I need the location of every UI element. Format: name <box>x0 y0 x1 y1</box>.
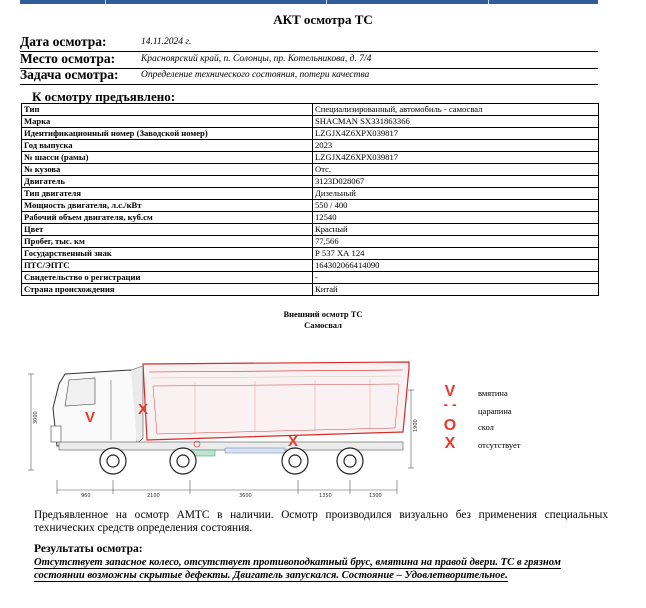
underline <box>20 84 598 85</box>
vehicle-info-table <box>21 103 599 296</box>
table-key: Двигатель <box>22 176 313 188</box>
damage-mark-missing: X <box>138 401 149 418</box>
missing-symbol-icon: X <box>444 435 456 452</box>
table-value: 550 / 400 <box>313 200 599 212</box>
dim-height-label: 1900 <box>413 419 419 432</box>
table-row <box>22 224 599 236</box>
table-key: Пробег, тыс. км <box>22 236 313 248</box>
header-divider <box>488 0 489 4</box>
table-row <box>22 284 599 296</box>
table-row <box>22 116 599 128</box>
table-key: Рабочий объем двигателя, куб.см <box>22 212 313 224</box>
table-key: Год выпуска <box>22 140 313 152</box>
table-row <box>22 128 599 140</box>
table-row <box>22 260 599 272</box>
table-row <box>22 104 599 116</box>
table-value: Китай <box>313 284 599 296</box>
inspection-subtitle: Самосвал <box>304 320 342 330</box>
table-value: Дизельный <box>313 188 599 200</box>
legend-label: скол <box>478 422 494 432</box>
table-key: Тип <box>22 104 313 116</box>
damage-mark-missing: X <box>288 433 299 450</box>
table-value: 77,566 <box>313 236 599 248</box>
table-key: № шасси (рамы) <box>22 152 313 164</box>
table-value: 12540 <box>313 212 599 224</box>
table-row <box>22 140 599 152</box>
inspection-title: Внешний осмотр ТС <box>283 309 363 319</box>
results-text-content: Отсутствует запасное колесо, отсутствует противоподкатный брус, вмятина на правой двери. ТС в грязном состоянии возможны скрытые дефекты. Двигатель запускался. Состояние – Удовлетворительное. <box>34 557 561 581</box>
field-label: Место осмотра: <box>20 51 116 66</box>
table-value: SHACMAN SX331863366 <box>313 116 599 128</box>
table-key: № кузова <box>22 164 313 176</box>
dim-length-label: 1350 <box>319 493 332 499</box>
field-value: Красноярский край, п. Солонцы, пр. Котельникова, д. 7/4 <box>141 54 372 64</box>
dim-length-label: 960 <box>81 493 91 499</box>
table-value: 164302066414090 <box>313 260 599 272</box>
dim-length-label: 3600 <box>239 493 252 499</box>
chip-symbol-icon: O <box>443 417 457 434</box>
header-divider <box>105 0 106 4</box>
table-row <box>22 248 599 260</box>
table-key: Мощность двигателя, л.с./кВт <box>22 200 313 212</box>
truck-diagram <box>25 348 425 500</box>
table-row <box>22 152 599 164</box>
table-value: Отс. <box>313 164 599 176</box>
table-key: Марка <box>22 116 313 128</box>
table-value: LZGJX4Z6XPX039817 <box>313 152 599 164</box>
table-row <box>22 272 599 284</box>
table-key: ПТС/ЭПТС <box>22 260 313 272</box>
field-inspection-date <box>20 36 598 50</box>
table-row <box>22 176 599 188</box>
dent-symbol-icon: V <box>444 383 456 400</box>
field-value: Определение технического состояния, потери качества <box>141 70 370 80</box>
table-value: LZGJX4Z6XPX039817 <box>313 128 599 140</box>
legend-label: царапина <box>478 406 512 416</box>
table-row <box>22 236 599 248</box>
dim-length-label: 1300 <box>369 493 382 499</box>
table-value: 2023 <box>313 140 599 152</box>
document-title: АКТ осмотра ТС <box>273 12 373 27</box>
damage-mark-dent: V <box>85 409 96 426</box>
table-value: Красный <box>313 224 599 236</box>
inspection-paragraph: Предъявленное на осмотр АМТС в наличии. Осмотр производился визуально без применения специальных технических средств определения состояния. <box>34 509 608 534</box>
table-value: 3123D028067 <box>313 176 599 188</box>
table-row <box>22 200 599 212</box>
table-key: Страна происхождения <box>22 284 313 296</box>
field-inspection-task <box>20 69 598 83</box>
legend-label: отсутствует <box>478 440 521 450</box>
table-value: - <box>313 272 599 284</box>
table-key: Государственный знак <box>22 248 313 260</box>
dump-body <box>143 362 409 440</box>
legend-label: вмятина <box>478 388 508 398</box>
field-inspection-place <box>20 53 598 67</box>
table-key: Тип двигателя <box>22 188 313 200</box>
field-label: Дата осмотра: <box>20 34 107 49</box>
dim-length-label: 2100 <box>147 493 160 499</box>
section-title: К осмотру предъявлено: <box>32 89 176 104</box>
table-row <box>22 212 599 224</box>
table-value: Специализированный, автомобиль - самосвал <box>313 104 599 116</box>
dim-height-label: 3000 <box>33 411 39 424</box>
results-title: Результаты осмотра: <box>34 543 143 555</box>
field-value: 14.11.2024 г. <box>141 37 192 47</box>
top-header-bar <box>20 0 598 4</box>
header-divider <box>326 0 327 4</box>
table-key: Идентификационный номер (Заводской номер) <box>22 128 313 140</box>
table-key: Цвет <box>22 224 313 236</box>
table-key: Свидетельство о регистрации <box>22 272 313 284</box>
table-row <box>22 188 599 200</box>
table-value: Р 537 ХА 124 <box>313 248 599 260</box>
scratch-symbol-icon: - - <box>443 396 457 412</box>
table-row <box>22 164 599 176</box>
field-label: Задача осмотра: <box>20 67 119 82</box>
results-text <box>34 556 614 582</box>
cab <box>51 366 143 446</box>
